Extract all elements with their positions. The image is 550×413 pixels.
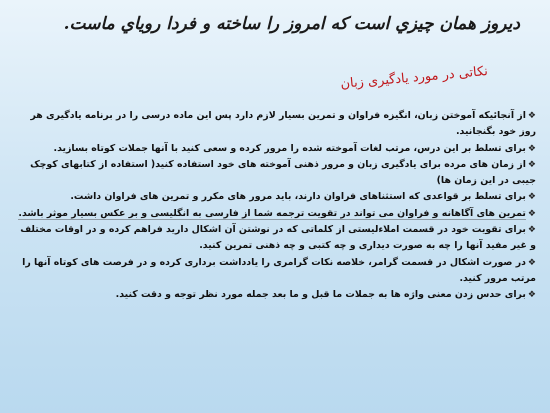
list-item	[18, 222, 536, 255]
list-item-text: در صورت اشکال در قسمت گرامر، خلاصه نکات گرامری را یادداشت برداری کرده و در فرصت های کوتاه آنها را مرتب مرور کنید.	[22, 256, 536, 284]
list-item	[18, 157, 536, 190]
bullet-list-container	[18, 108, 536, 304]
check-box-bullet-icon: ❖	[527, 111, 536, 121]
list-item	[18, 255, 536, 288]
list-item	[18, 206, 536, 222]
slide-subtitle: نکاتی در مورد یادگیری زبان	[340, 64, 489, 92]
list-item-text: از زمان های مرده برای یادگیری زبان و مرور ذهنی آموخته های خود استفاده کنید( استفاده از کتابهای کوچک جیبی در این زمان ها)	[30, 158, 536, 187]
list-item-text: برای تسلط بر این درس، مرتب لغات آموخته شده را مرور کرده و سعی کنید با آنها جملات کوتاه بسازید.	[53, 142, 526, 154]
list-item-text: برای حدس زدن معنی واژه ها به جملات ما قبل و ما بعد جمله مورد نظر توجه و دقت کنید.	[115, 289, 526, 301]
list-item	[18, 108, 536, 141]
bullet-list	[18, 108, 536, 304]
check-box-bullet-icon: ❖	[527, 208, 536, 219]
check-box-bullet-icon: ❖	[527, 225, 536, 236]
list-item	[18, 189, 536, 205]
check-box-bullet-icon: ❖	[527, 143, 536, 154]
list-item-text: تمرین های آگاهانه و فراوان می تواند در تقویت ترجمه شما از فارسی به انگلیسی و بر عکس بسیار موثر باشد.	[18, 207, 526, 219]
check-box-bullet-icon: ❖	[527, 192, 536, 203]
check-box-bullet-icon: ❖	[527, 290, 536, 301]
list-item-text: از آنجائیکه آموختن زبان، انگیزه فراوان و تمرین بسیار لازم دارد پس این ماده درسی را در برنامه یادگیری هر روز خود بگنجانید.	[30, 110, 536, 138]
slide-title: دیروز همان چیزي است که امروز را ساخته و فردا روياي ماست.	[63, 14, 520, 34]
list-item	[18, 287, 536, 303]
list-item-text: برای تسلط بر قواعدی که استثناهای فراوان دارند، باید مرور های مکرر و تمرین های فراوان داشت.	[70, 191, 526, 203]
check-box-bullet-icon: ❖	[527, 159, 536, 170]
check-box-bullet-icon: ❖	[527, 257, 536, 268]
list-item	[18, 141, 536, 157]
list-item-text: برای تقویت خود در قسمت املاءلیستی از کلماتی که در نوشتن آن اشکال دارید فراهم کرده و در اوقات مختلف و غیر مفید آنها را چه به صورت دیداری و چه کتبی و چه ذهنی تمرین کنید.	[20, 224, 536, 252]
